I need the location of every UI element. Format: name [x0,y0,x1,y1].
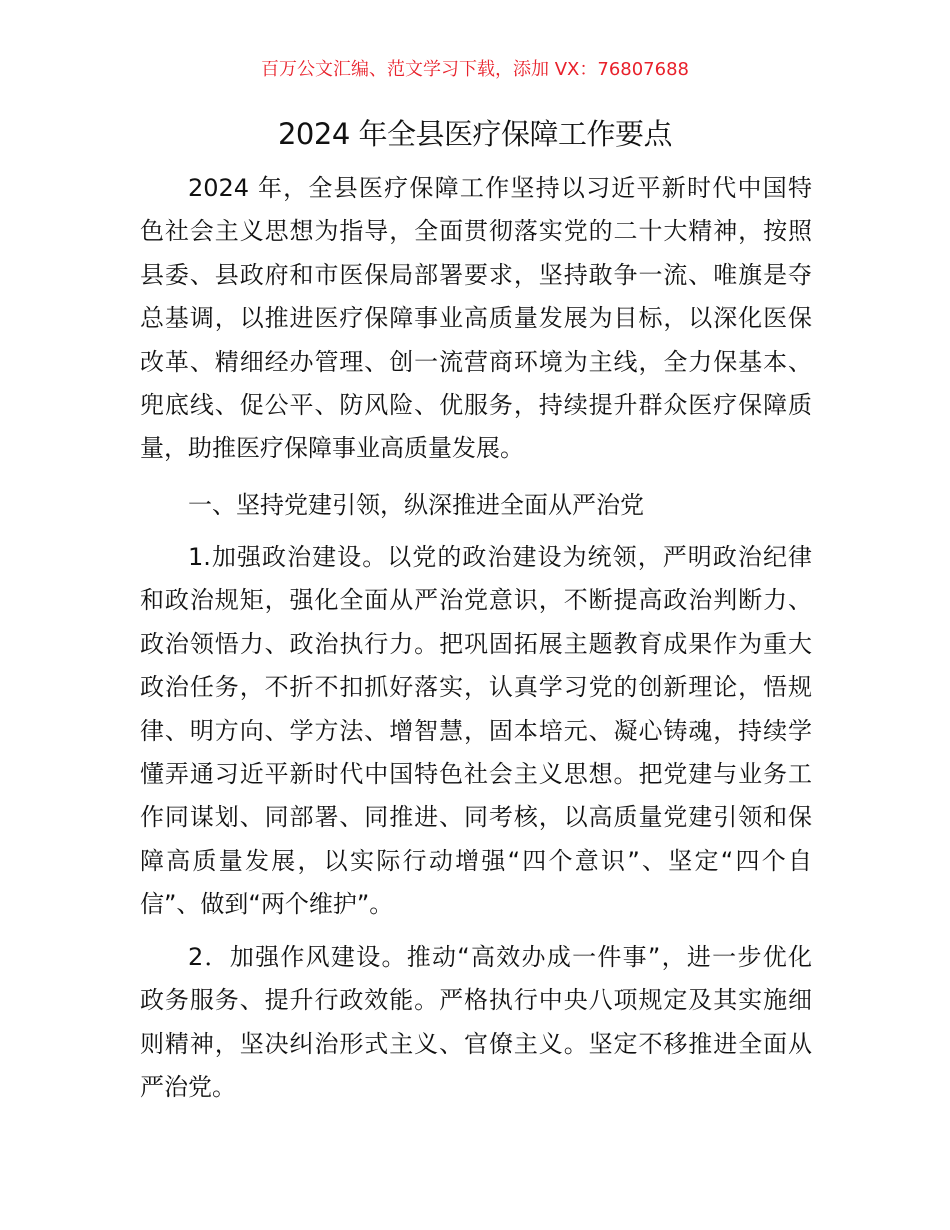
text-line: 县委、县政府和市医保局部署要求，坚持敢争一流、唯旗是夺 [140,260,812,289]
text-line: 改革、精细经办管理、创一流营商环境为主线，全力保基本、 [140,347,812,376]
text-line: 和政治规矩，强化全面从严治党意识，不断提高政治判断力、 [140,586,812,615]
text-line: 信”、做到“两个维护”。 [140,890,394,919]
text-line: 严治党。 [140,1073,236,1102]
text-line: 作同谋划、同部署、同推进、同考核，以高质量党建引领和保 [140,803,812,832]
text-line: 律、明方向、学方法、增智慧，固本培元、凝心铸魂，持续学 [140,716,812,745]
item2-paragraph [140,936,812,1110]
text-line: 总基调，以推进医疗保障事业高质量发展为目标，以深化医保 [140,304,812,333]
section-heading [140,484,812,527]
text-line: 障高质量发展，以实际行动增强“四个意识”、坚定“四个自 [140,846,812,875]
text-line: 政治领悟力、政治执行力。把巩固拓展主题教育成果作为重大 [140,629,812,658]
intro-paragraph [140,167,812,471]
document-title: 2024 年全县医疗保障工作要点 [277,117,673,151]
watermark-banner: 百万公文汇编、范文学习下载，添加 VX：76807688 [261,59,689,80]
item1-paragraph [140,536,812,927]
text-line: 2024 年，全县医疗保障工作坚持以习近平新时代中国特 [188,174,812,202]
text-line: 1.加强政治建设。以党的政治建设为统领，严明政治纪律 [188,543,812,571]
text-line: 色社会主义思想为指导，全面贯彻落实党的二十大精神，按照 [140,217,812,246]
text-line: 则精神，坚决纠治形式主义、官僚主义。坚定不移推进全面从 [140,1029,812,1058]
text-line: 量，助推医疗保障事业高质量发展。 [140,434,524,463]
section-heading-text: 一、坚持党建引领，纵深推进全面从严治党 [188,491,644,519]
text-line: 政务服务、提升行政效能。严格执行中央八项规定及其实施细 [140,986,812,1015]
text-line: 懂弄通习近平新时代中国特色社会主义思想。把党建与业务工 [140,759,812,788]
text-line: 政治任务，不折不扣抓好落实，认真学习党的创新理论，悟规 [140,673,812,702]
text-line: 兜底线、促公平、防风险、优服务，持续提升群众医疗保障质 [140,390,812,419]
text-line: 2．加强作风建设。推动“高效办成一件事”，进一步优化 [188,943,812,971]
